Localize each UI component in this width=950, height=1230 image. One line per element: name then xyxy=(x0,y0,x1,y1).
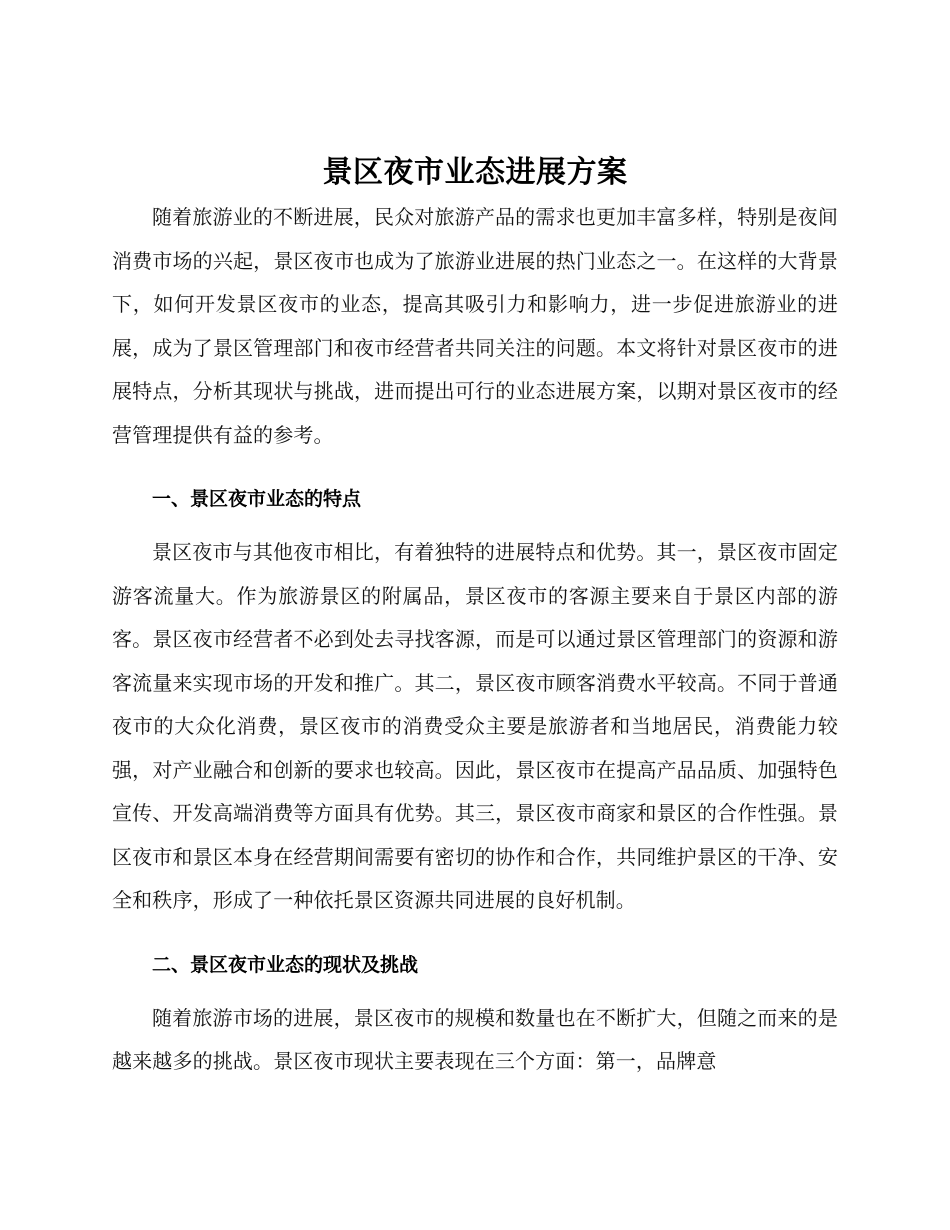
section-body-status-challenges: 随着旅游市场的进展，景区夜市的规模和数量也在不断扩大，但随之而来的是越来越多的挑战。景区夜市现状主要表现在三个方面：第一，品牌意 xyxy=(112,1005,838,1073)
document-page xyxy=(112,150,838,1084)
section-heading-status-challenges: 二、景区夜市业态的现状及挑战 xyxy=(152,953,419,976)
intro-paragraph: 随着旅游业的不断进展，民众对旅游产品的需求也更加丰富多样，特别是夜间消费市场的兴起，景区夜市也成为了旅游业进展的热门业态之一。在这样的大背景下，如何开发景区夜市的业态，提高其吸引力和影响力，进一步促进旅游业的进展，成为了景区管理部门和夜市经营者共同关注的问题。本文将针对景区夜市的进展特点，分析其现状与挑战，进而提出可行的业态进展方案，以期对景区夜市的经营管理提供有益的参考。 xyxy=(112,205,838,447)
section-heading-features: 一、景区夜市业态的特点 xyxy=(152,488,362,510)
document-title: 景区夜市业态进展方案 xyxy=(322,155,628,190)
section-body-features: 景区夜市与其他夜市相比，有着独特的进展特点和优势。其一，景区夜市固定游客流量大。作为旅游景区的附属品，景区夜市的客源主要来自于景区内部的游客。景区夜市经营者不必到处去寻找客源，而是可以通过景区管理部门的资源和游客流量来实现市场的开发和推广。其二，景区夜市顾客消费水平较高。不同于普通夜市的大众化消费，景区夜市的消费受众主要是旅游者和当地居民，消费能力较强，对产业融合和创新的要求也较高。因此，景区夜市在提高产品品质、加强特色宣传、开发高端消费等方面具有优势。其三，景区夜市商家和景区的合作性强。景区夜市和景区本身在经营期间需要有密切的协作和合作，共同维护景区的干净、安全和秩序，形成了一种依托景区资源共同进展的良好机制。 xyxy=(112,540,838,912)
